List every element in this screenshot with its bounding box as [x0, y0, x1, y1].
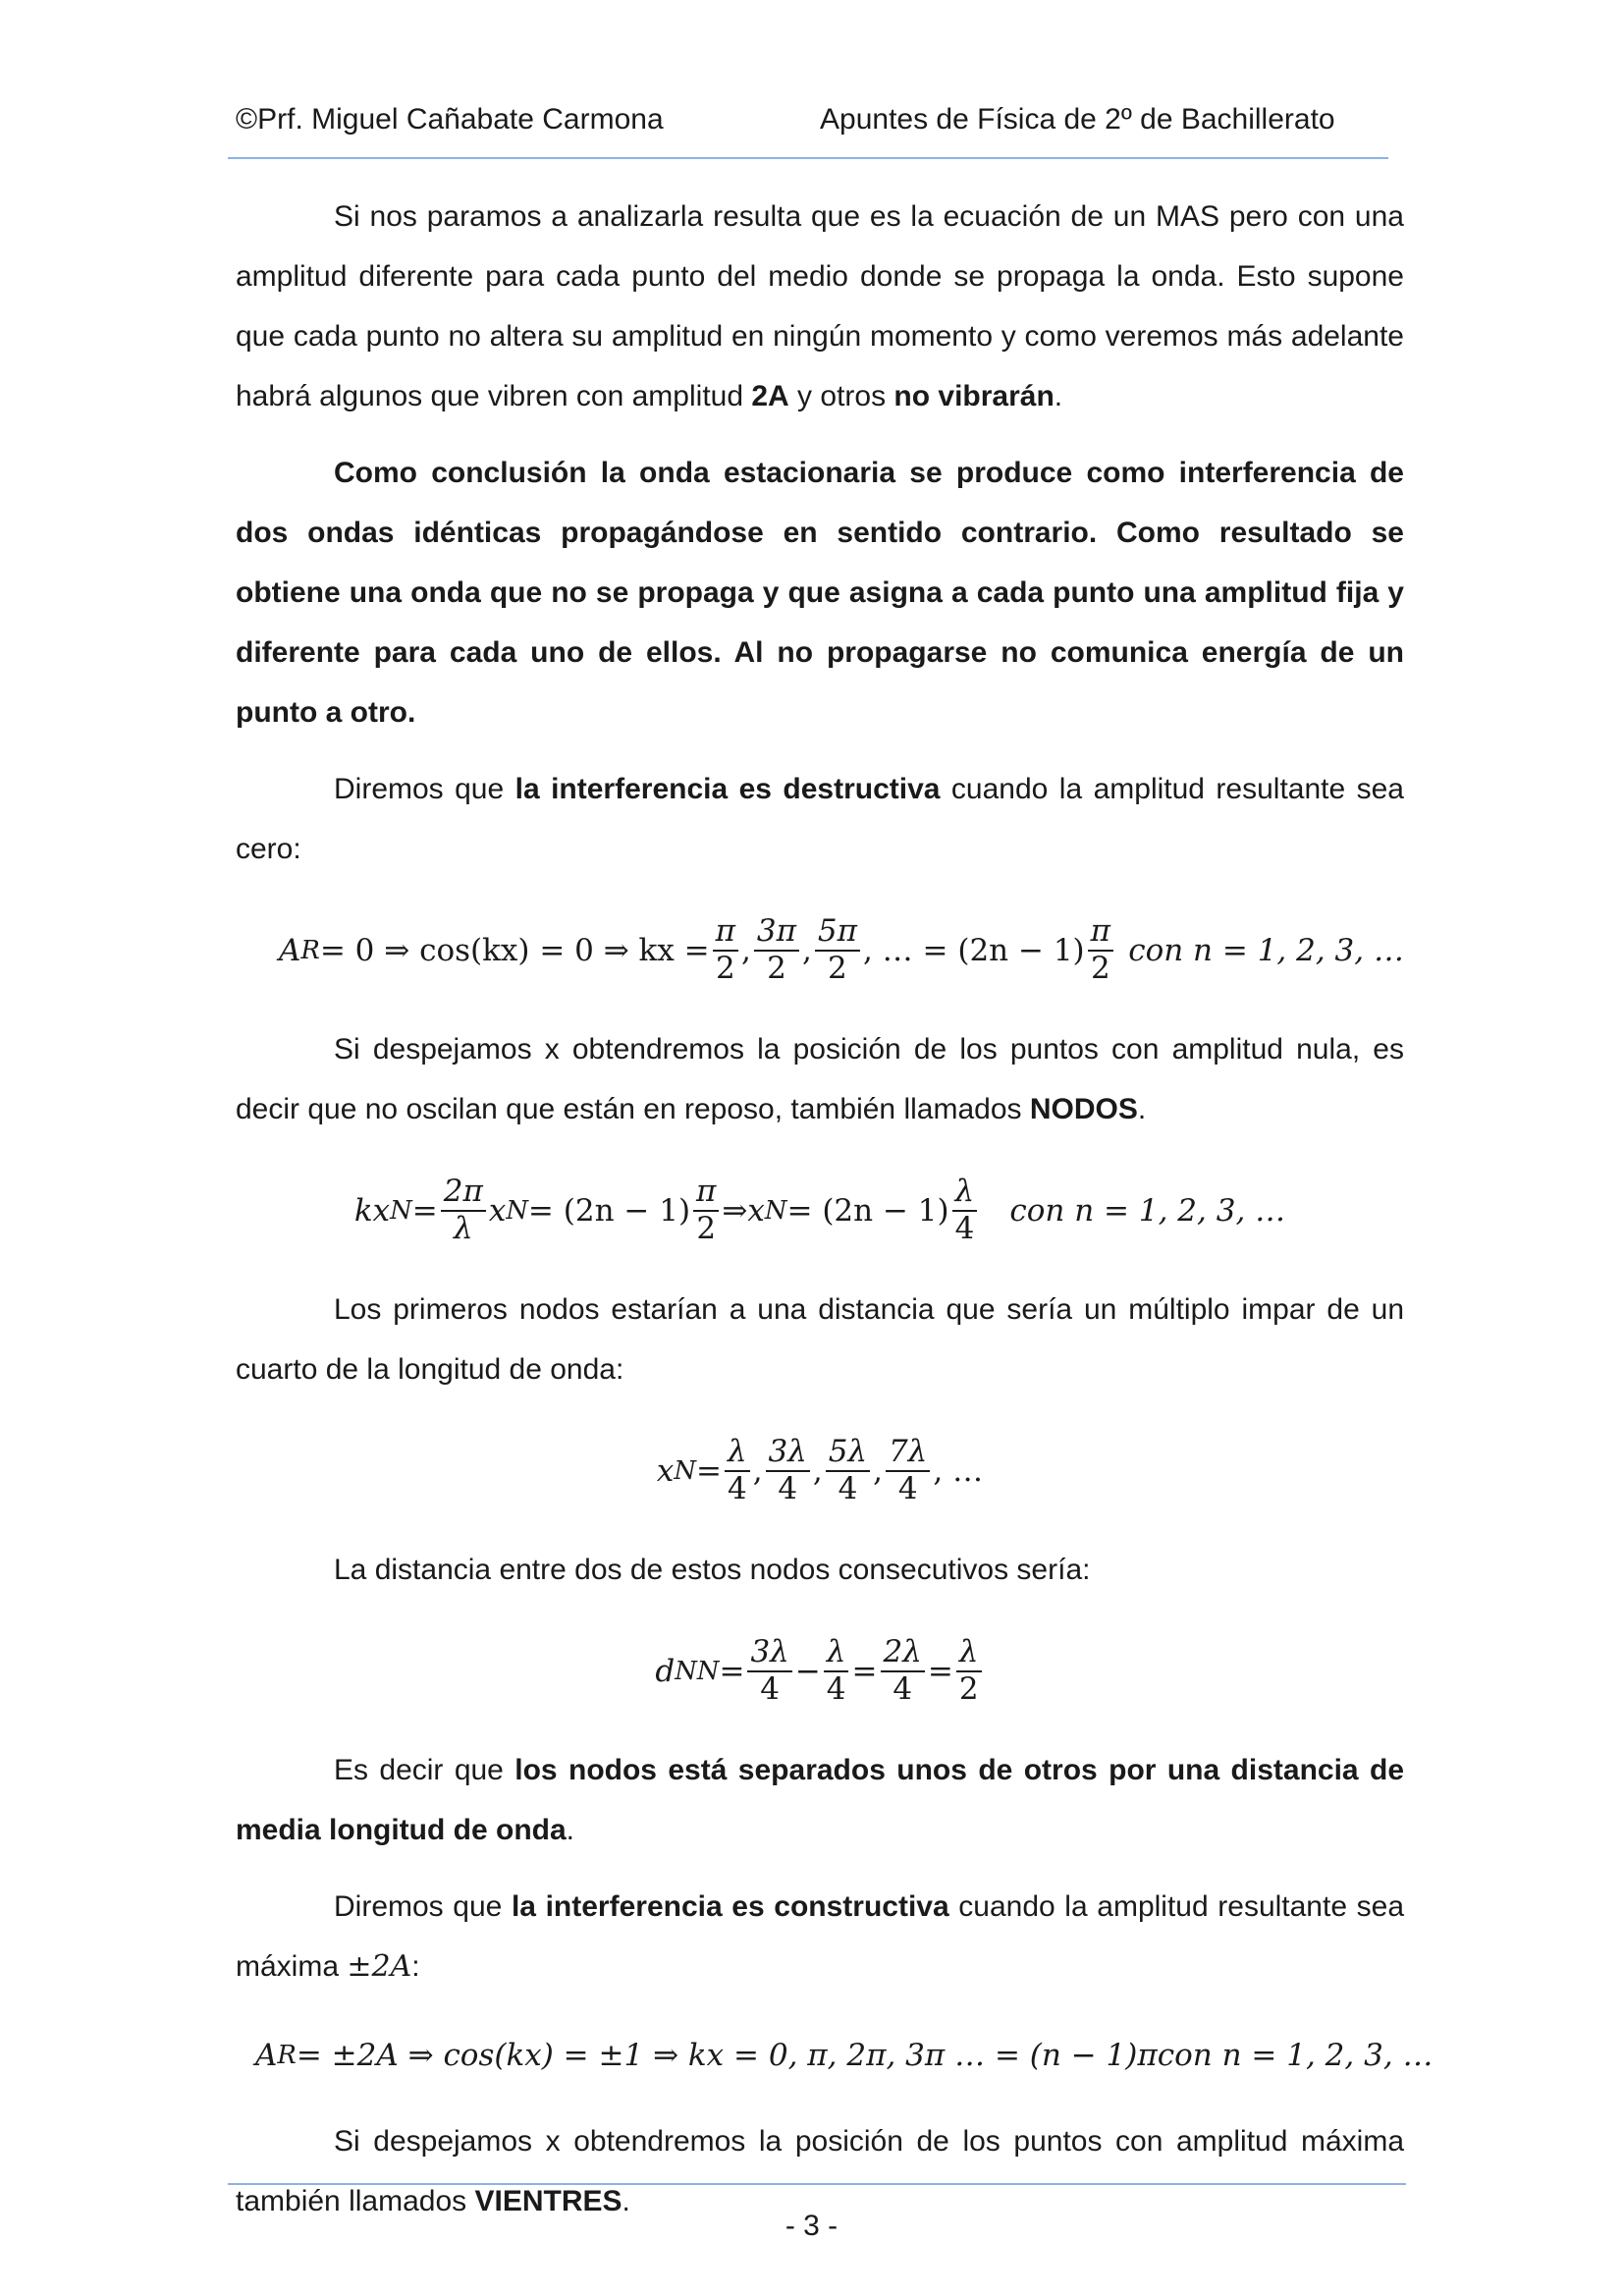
page-header [236, 98, 1384, 141]
paragraph-antinodes-definition: Si despejamos x obtendremos la posición de los puntos con amplitud máxima también llamados VIENTRES. [236, 2125, 1404, 2217]
equation-constructive-condition: A R = ±2A ⇒ cos(kx) = ±1 ⇒ kx = 0, π, 2π, 3π … = (n − 1)π con n = 1, 2, 3, … [255, 2037, 1434, 2073]
footer-divider [228, 2183, 1406, 2185]
paragraph-node-distance: La distancia entre dos de estos nodos consecutivos sería: [334, 1554, 1091, 1586]
paragraph-conclusion: Como conclusión la onda estacionaria se produce como interferencia de dos ondas idénticas propagándose en sentido contrario. Como resultado se obtiene una onda que no se propaga y que asigna a cada punto una amplitud fija y diferente para cada uno de ellos. Al no propagarse no comunica energía de un punto a otro. [236, 457, 1404, 729]
page-number: - 3 - [784, 2210, 839, 2242]
header-divider [228, 157, 1388, 159]
paragraph-nodes-definition: Si despejamos x obtendremos la posición de los puntos con amplitud nula, es decir que no oscilan que están en reposo, también llamados NODOS. [236, 1033, 1404, 1125]
header-author: ©Prf. Miguel Cañabate Carmona [236, 103, 664, 136]
header-title: Apuntes de Física de 2º de Bachillerato [820, 103, 1335, 136]
paragraph-destructive-interference: Diremos que la interferencia es destructiva cuando la amplitud resultante sea cero: [236, 773, 1404, 865]
paragraph-half-wavelength: Es decir que los nodos está separados unos de otros por una distancia de media longitud de onda. [236, 1754, 1405, 1846]
equation-node-list: x N = $\frac{\lambda}{4}$ , $\frac{3\lambda}{4}$ , $\frac{5\lambda}{4}$ , $\frac{7\lambda}{4}$ , … [656, 1434, 984, 1506]
paragraph-amplitude-analysis: Si nos paramos a analizarla resulta que es la ecuación de un MAS pero con una amplitud diferente para cada punto del medio donde se propaga la onda. Esto supone que cada punto no altera su amplitud en ningún momento y como veremos más adelante habrá algunos que vibren con amplitud 2A y otros no vibrarán. [236, 200, 1404, 412]
paragraph-constructive-interference: Diremos que la interferencia es constructiva cuando la amplitud resultante sea máxima ±2A: [236, 1890, 1404, 1984]
equation-node-position: kx N = $\frac{2\pi}{\lambda}$ x N = (2n − 1) $\frac{\pi}{2}$ ⇒ x N = (2n − 1) $\frac{\lambda}{4}$ con n = 1, 2, 3, … [353, 1174, 1286, 1246]
paragraph-first-nodes: Los primeros nodos estarían a una distancia que sería un múltiplo impar de un cuarto de la longitud de onda: [236, 1293, 1404, 1386]
equation-node-distance: d NN = $\frac{3\lambda}{4}$ − $\frac{\lambda}{4}$ = $\frac{2\lambda}{4}$ = $\frac{\lambda}{2}$ [236, 1616, 1404, 1726]
equation-destructive-condition: A R = 0 ⇒ cos(kx) = 0 ⇒ kx = $\frac{\pi}{2}$ , $\frac{3\pi}{2}$ , $\frac{5\pi}{2}$ , … = (2n − 1) $\frac{\pi}{2}$ con n = 1, 2, 3, … [279, 913, 1404, 986]
page-body [236, 187, 1434, 2248]
